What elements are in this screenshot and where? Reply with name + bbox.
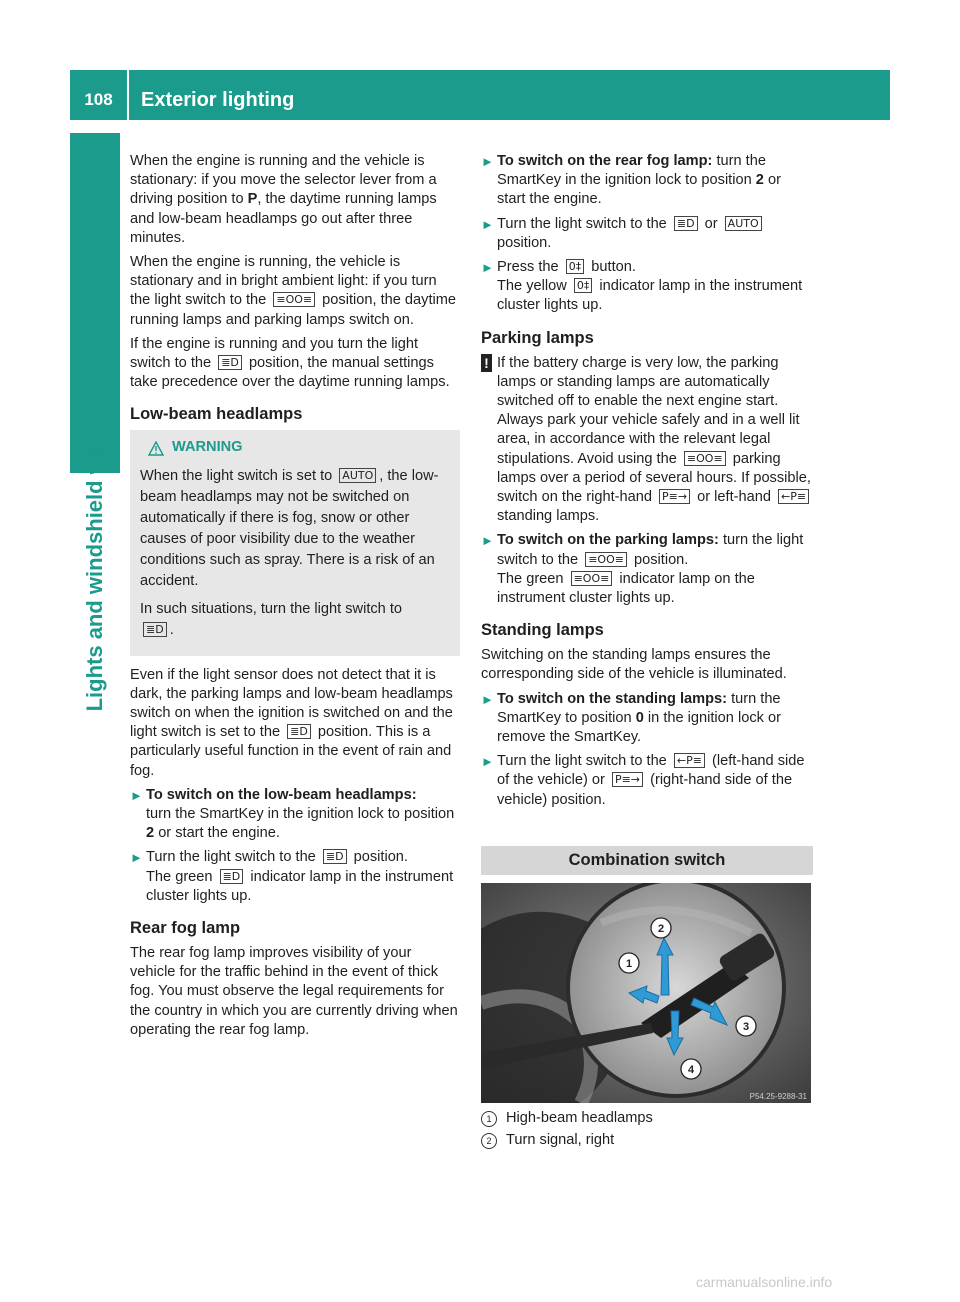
watermark: carmanualsonline.info xyxy=(696,1274,833,1290)
bullet-arrow-icon: ► xyxy=(481,154,494,169)
standing-lamp-right-icon: P≡→ xyxy=(612,772,643,787)
combination-switch-photo xyxy=(481,883,811,1103)
standing-lamp-left-icon: ←P≡ xyxy=(778,489,809,504)
paragraph-manual-settings: If the engine is running and you turn the light switch to the ≣D position, the manual settings take precedence over the daytime running lamps. xyxy=(130,335,450,391)
warning-header: WARNING xyxy=(140,438,452,457)
bullet-arrow-icon: ► xyxy=(481,216,494,232)
list-item: ► To switch on the rear fog lamp: turn the SmartKey in the ignition lock to position 2 or start the engine. xyxy=(481,153,781,208)
low-beam-icon: ≣D xyxy=(287,724,311,739)
bullet-arrow-icon: ► xyxy=(481,754,494,770)
bullet-arrow-icon: ► xyxy=(130,787,143,803)
legend xyxy=(481,1109,813,1150)
list-item: ► Press the 0‡ button. The yellow 0‡ indicator lamp in the instrument cluster lights up. xyxy=(481,259,803,314)
parking-lamp-icon: ≡OO≡ xyxy=(585,552,627,567)
exclamation-icon: ! xyxy=(481,354,492,372)
legend-number: 2 xyxy=(481,1133,497,1149)
section-heading-rear-fog: Rear fog lamp xyxy=(130,919,241,938)
legend-item xyxy=(481,1109,813,1128)
legend-number: 1 xyxy=(481,1111,497,1127)
low-beam-icon: ≣D xyxy=(220,869,244,884)
standing-lamp-left-icon: ←P≡ xyxy=(674,753,705,768)
callout-1-label: 1 xyxy=(625,958,633,971)
auto-icon: AUTO xyxy=(339,468,376,483)
right-column xyxy=(481,152,813,1154)
rear-fog-lamp-icon: 0‡ xyxy=(574,278,593,293)
paragraph-light-sensor: Even if the light sensor does not detect that it is dark, the parking lamps and low-beam headlamps switch on when the ignition is switched on and the light switch is set to the ≣D position. This is a particularly useful function in the event of rain and fog. xyxy=(130,666,453,779)
section-heading-low-beam: Low-beam headlamps xyxy=(130,405,303,424)
warning-instruction: In such situations, turn the light switch to ≣D . xyxy=(140,600,403,638)
paragraph-selector-lever: When the engine is running and the vehicle is stationary: if you move the selector lever from a driving position to P, the daytime running lamps and low-beam headlamps go out after three minutes. xyxy=(130,153,437,246)
legend-label: Turn signal, right xyxy=(506,1132,615,1149)
page-title: Exterior lighting xyxy=(141,89,295,111)
paragraph-bright-light: When the engine is running, the vehicle is stationary and in bright ambient light: if you turn the light switch to the ≡OO≡ position, the daytime running lamps and parking lamps switch on. xyxy=(130,254,457,328)
list-item: ► To switch on the standing lamps: turn the SmartKey to position 0 in the ignition lock or remove the SmartKey. xyxy=(481,690,781,746)
parking-lamp-icon: ≡OO≡ xyxy=(684,451,726,466)
list-item: ► Turn the light switch to the ≣D position. The green ≣D indicator lamp in the instrument cluster lights up. xyxy=(130,849,454,904)
legend-item xyxy=(481,1131,813,1150)
callout-2-label: 2 xyxy=(657,923,665,936)
bullet-arrow-icon: ► xyxy=(481,691,494,707)
rear-fog-lamp-icon: 0‡ xyxy=(566,259,585,274)
left-column xyxy=(130,152,460,1045)
bullet-arrow-icon: ► xyxy=(130,850,143,866)
photo-code: P54.25-9288-31 xyxy=(749,1092,807,1102)
paragraph-standing: Switching on the standing lamps ensures the corresponding side of the vehicle is illuminated. xyxy=(481,647,787,683)
warning-triangle-icon xyxy=(148,441,164,456)
parking-lamp-icon: ≡OO≡ xyxy=(273,292,315,307)
header-divider xyxy=(127,70,129,120)
standing-lamp-right-icon: P≡→ xyxy=(659,489,690,504)
battery-note: ! If the battery charge is very low, the parking lamps or standing lamps are automatically switched off to enable the next engine start. Always park your vehicle safely and in a well lit area, in accordance with the relevant legal stipulations. Avoid using the ≡OO≡ parking lamps over a period of several hours. If possible, switch on the right-hand P≡→ or left-hand ←P≡ standing lamps. xyxy=(481,354,813,527)
callout-3-label: 3 xyxy=(742,1021,750,1034)
side-tab-label: Lights and windshield wipers xyxy=(82,404,107,712)
legend-label: High-beam headlamps xyxy=(506,1110,653,1127)
warning-box xyxy=(130,430,460,655)
bullet-arrow-icon: ► xyxy=(481,260,494,276)
section-heading-standing: Standing lamps xyxy=(481,621,604,640)
warning-text: When the light switch is set to AUTO , the low-beam headlamps may not be switched on automatically if there is fog, snow or other causes of poor visibility due to the weather conditions such as spray. There is a risk of an accident. xyxy=(140,467,439,589)
parking-lamp-icon: ≡OO≡ xyxy=(571,571,613,586)
list-item: ► Turn the light switch to the ←P≡ (left-hand side of the vehicle) or P≡→ (right-hand side of the vehicle) position. xyxy=(481,753,805,808)
list-item: ► To switch on the low-beam headlamps: turn the SmartKey in the ignition lock to position 2 or start the engine. xyxy=(130,786,455,842)
auto-icon: AUTO xyxy=(725,216,762,231)
low-beam-icon: ≣D xyxy=(218,355,242,370)
list-item: ► Turn the light switch to the ≣D or AUTO position. xyxy=(481,215,813,253)
section-heading-parking: Parking lamps xyxy=(481,328,594,347)
bullet-arrow-icon: ► xyxy=(481,533,494,549)
paragraph-rear-fog: The rear fog lamp improves visibility of your vehicle for the traffic behind in the event of thick fog. You must observe the legal requirements for the country in which you are currently driving when operating the rear fog lamp. xyxy=(130,945,458,1038)
low-beam-icon: ≣D xyxy=(674,216,698,231)
page-number: 108 xyxy=(84,90,113,109)
callout-4-label: 4 xyxy=(687,1064,695,1077)
section-heading-combination-switch: Combination switch xyxy=(481,846,813,875)
low-beam-icon: ≣D xyxy=(323,849,347,864)
low-beam-icon: ≣D xyxy=(143,622,167,637)
list-item: ► To switch on the parking lamps: turn the light switch to the ≡OO≡ position. The green ≡OO≡ indicator lamp on the instrument cluster lights up. xyxy=(481,532,804,607)
